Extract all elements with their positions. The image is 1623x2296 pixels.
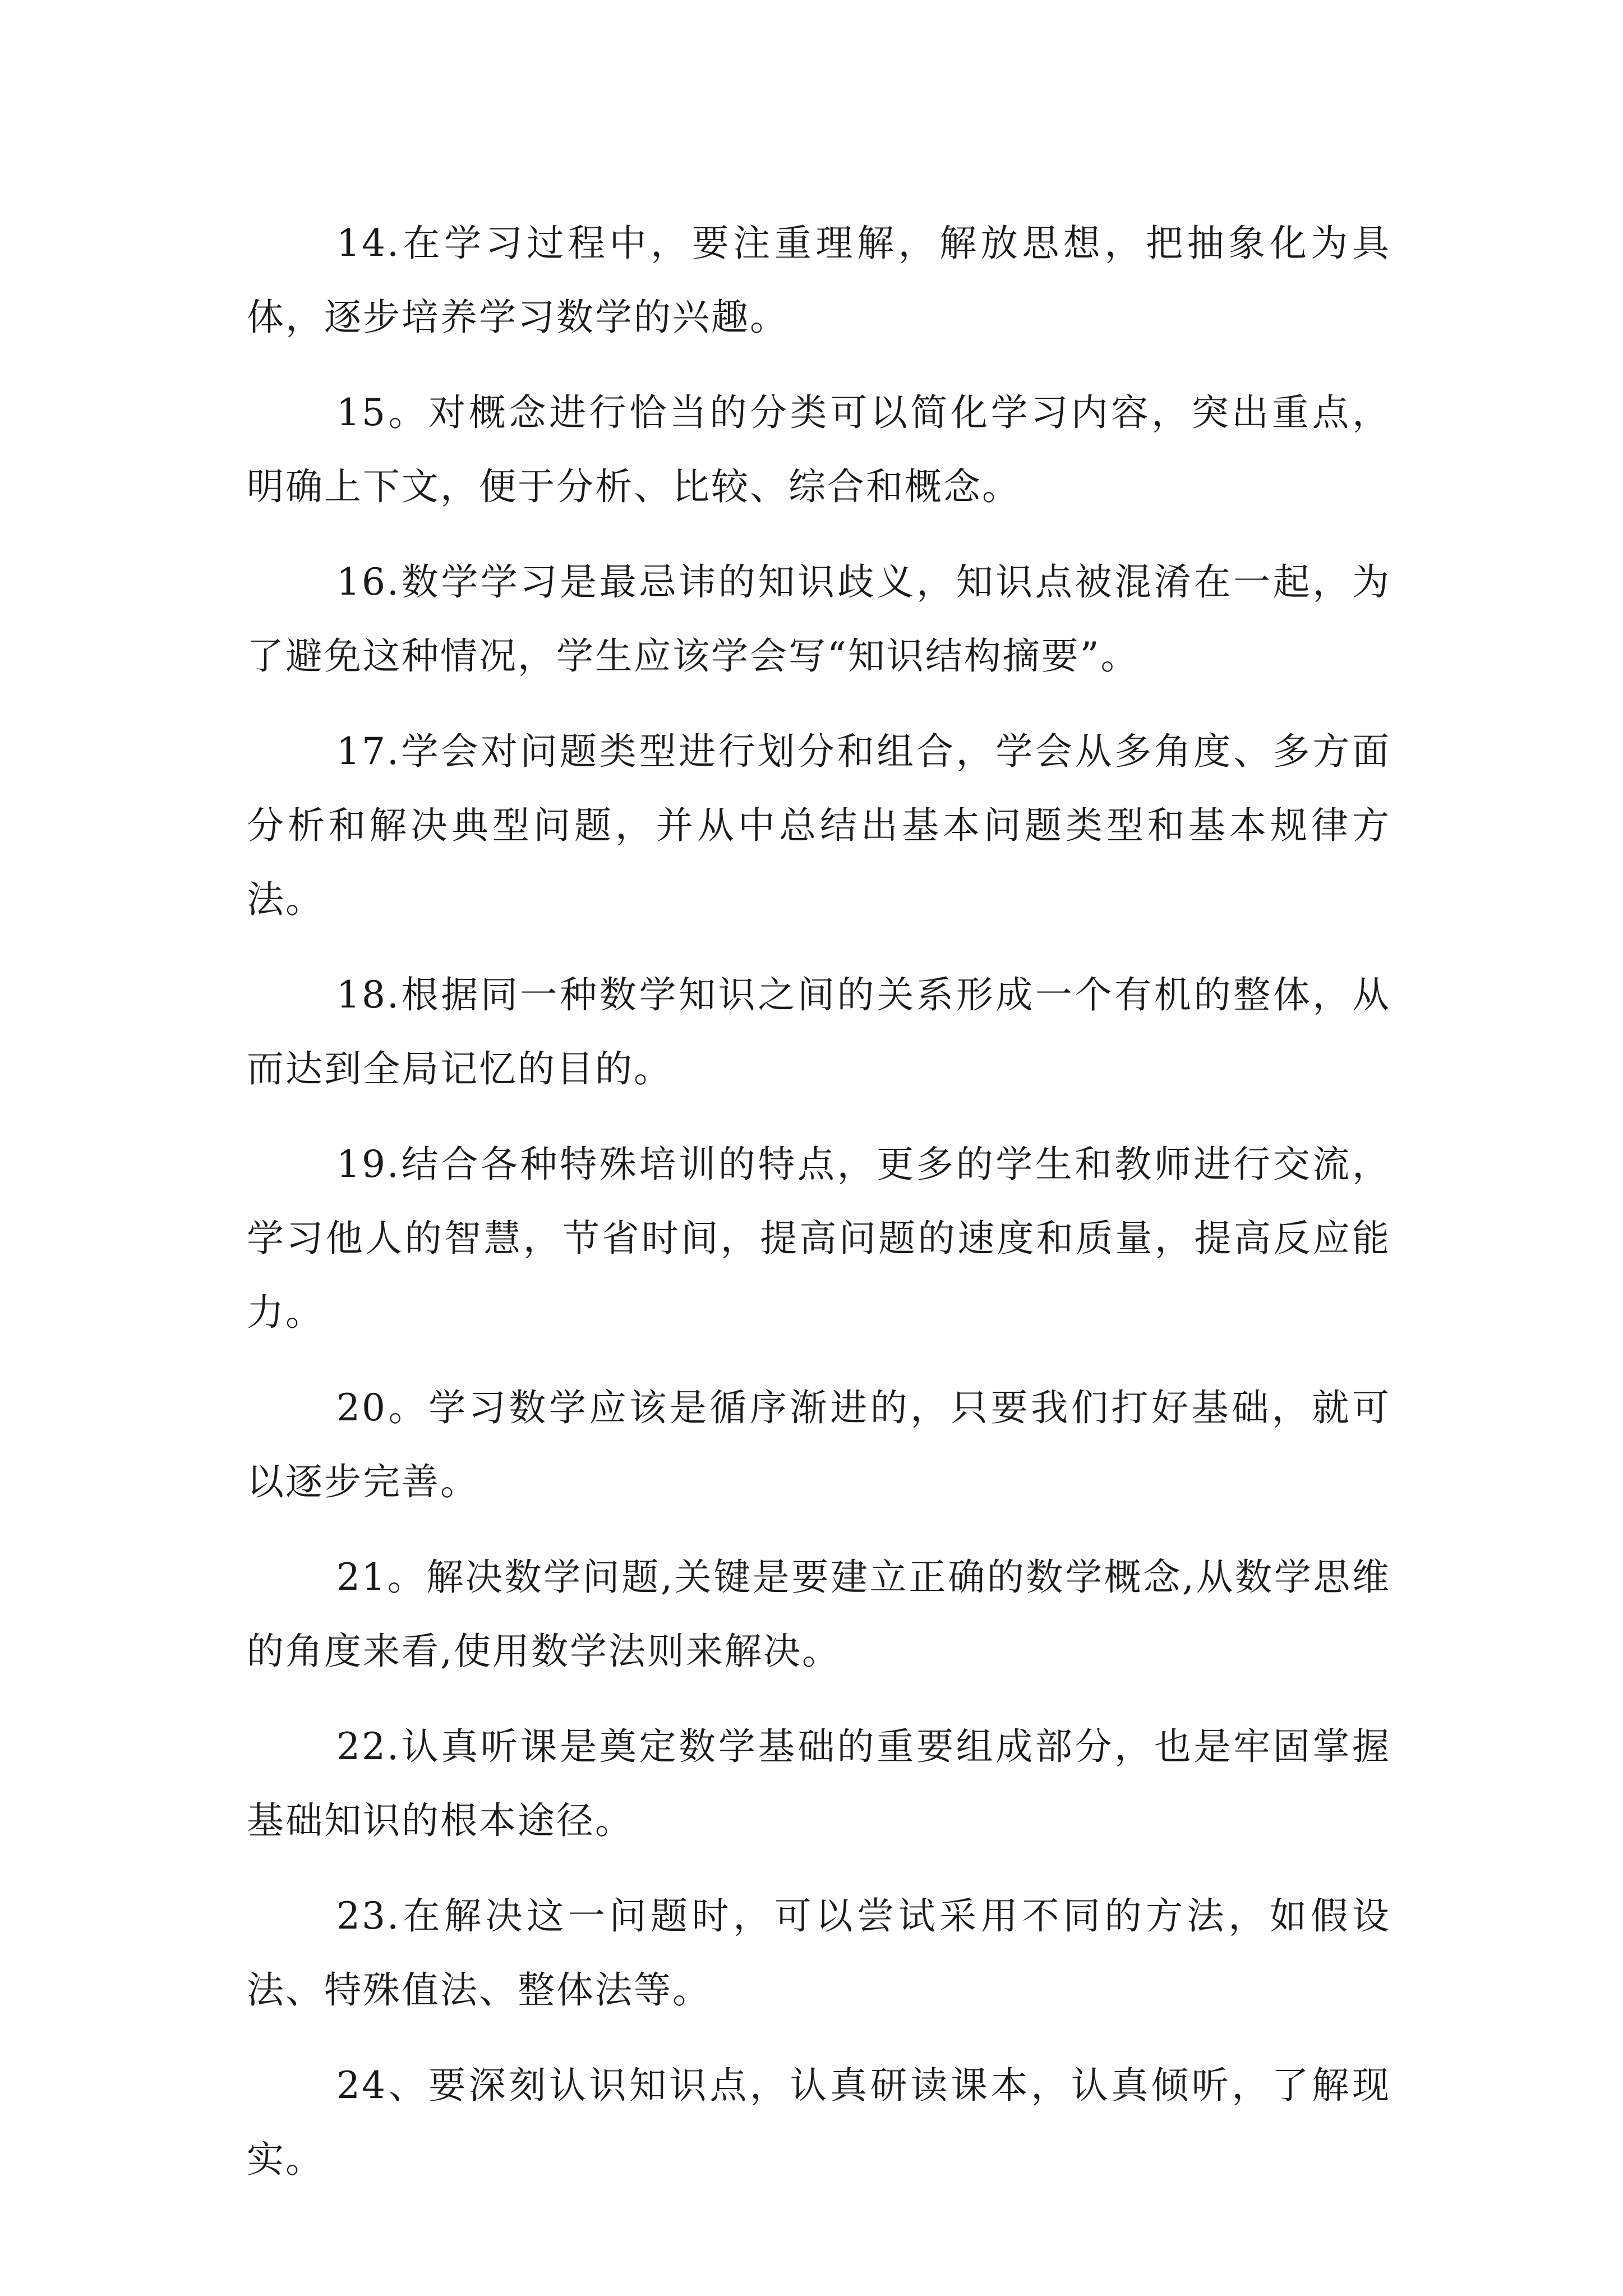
paragraph-21: 21。解决数学问题,关键是要建立正确的数学概念,从数学思维的角度来看,使用数学法则来解决。 [247,1556,1391,1673]
document-body [247,206,1391,2218]
paragraph-22: 22.认真听课是奠定数学基础的重要组成部分，也是牢固掌握基础知识的根本途径。 [247,1725,1391,1842]
paragraph-16: 16.数学学习是最忌讳的知识歧义，知识点被混淆在一起，为了避免这种情况，学生应该学会写“知识结构摘要”。 [247,560,1391,678]
paragraph-14: 14.在学习过程中，要注重理解，解放思想，把抽象化为具体，逐步培养学习数学的兴趣。 [247,222,1391,339]
paragraph-24: 24、要深刻认识知识点，认真研读课本，认真倾听，了解现实。 [247,2064,1391,2181]
paragraph-17: 17.学会对问题类型进行划分和组合，学会从多角度、多方面分析和解决典型问题，并从中总结出基本问题类型和基本规律方法。 [247,730,1391,921]
paragraph-23: 23.在解决这一问题时，可以尝试采用不同的方法，如假设法、特殊值法、整体法等。 [247,1894,1391,2012]
paragraph-19: 19.结合各种特殊培训的特点，更多的学生和教师进行交流，学习他人的智慧，节省时间，提高问题的速度和质量，提高反应能力。 [247,1143,1391,1334]
paragraph-18: 18.根据同一种数学知识之间的关系形成一个有机的整体，从而达到全局记忆的目的。 [247,973,1391,1091]
paragraph-20: 20。学习数学应该是循序渐进的，只要我们打好基础，就可以逐步完善。 [247,1386,1391,1503]
paragraph-15: 15。对概念进行恰当的分类可以简化学习内容，突出重点，明确上下文，便于分析、比较、综合和概念。 [247,391,1391,508]
